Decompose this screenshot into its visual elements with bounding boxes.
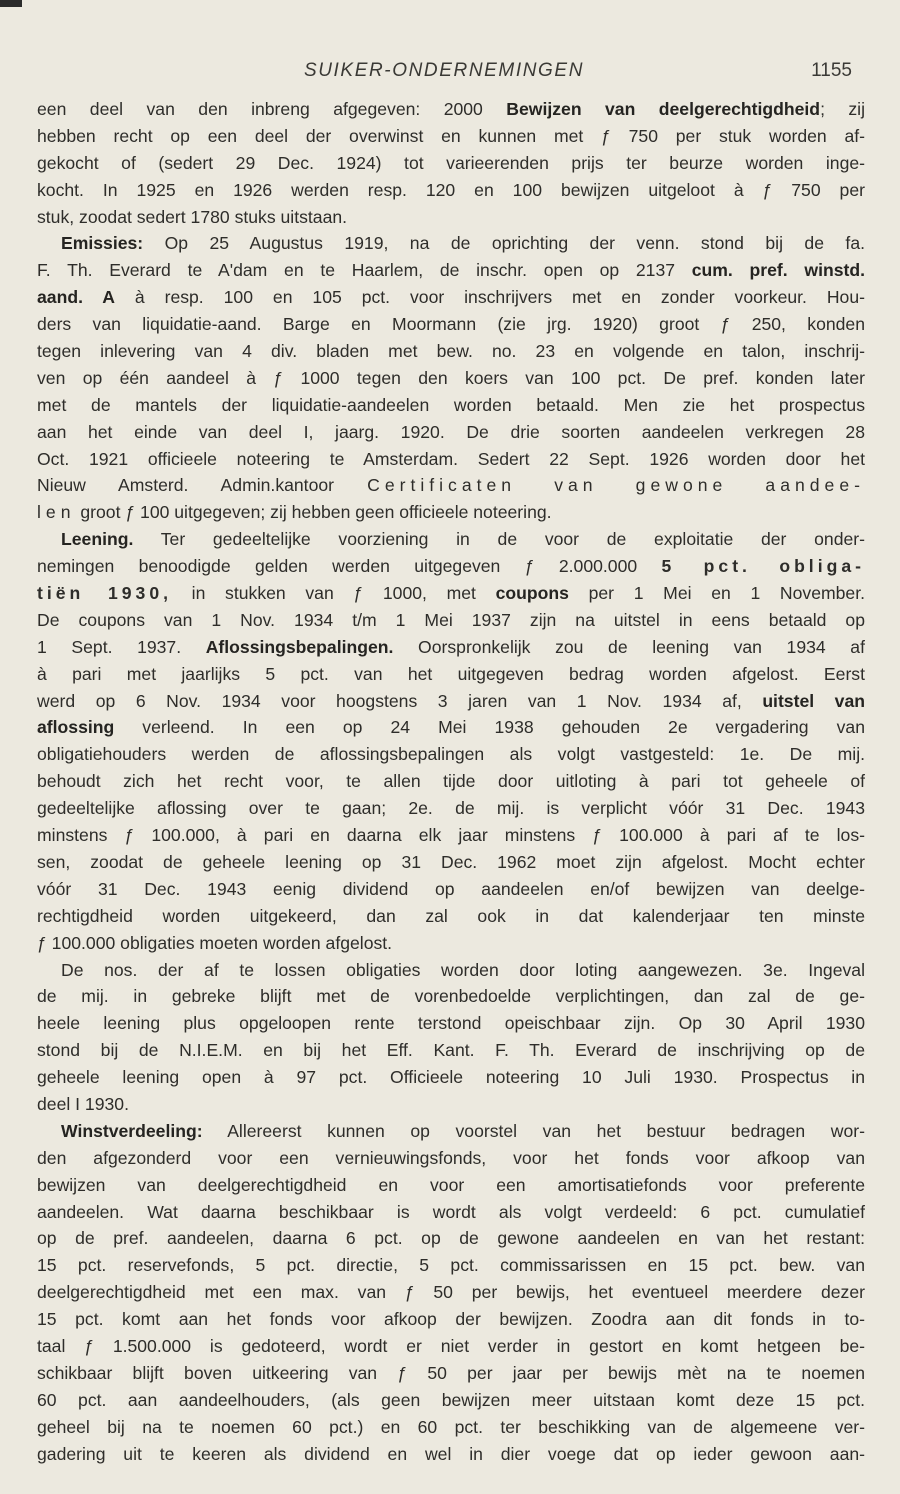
text-line [37,634,865,661]
emphasized-text: Bewijzen van deelgerechtigdheid [506,99,821,119]
text-line [37,123,865,150]
text-segment: deelgerechtigdheid met een max. van ƒ 50 per bewijs, het eventueel meerdere dezer [37,1282,865,1303]
text-line [37,1091,865,1118]
text-segment: 60 pct. aan aandeelhouders, (als geen bewijzen meer uitstaan komt deze 15 pct. [37,1389,865,1410]
text-segment: ; zij [820,99,865,119]
body-text [37,96,865,1467]
text-segment: met de mantels der liquidatie-aandeelen worden betaald. Men zie het prospectus [37,394,865,415]
text-segment: stond bij de N.I.E.M. en bij het Eff. Kant. F. Th. Everard de inschrijving op de [37,1040,865,1061]
emphasized-text: tiën 1930, [37,583,172,604]
text-segment: gedeeltelijke aflossing over te gaan; 2e. de mij. is verplicht vóór 31 Dec. 1943 [37,798,865,819]
emphasized-text: Certificaten van gewone aandee- [367,475,865,496]
text-line [37,257,865,284]
text-segment: groot ƒ 100 uitgegeven; zij hebben geen officieele noteering. [75,502,552,523]
text-line [37,365,865,392]
text-line [37,230,865,257]
text-segment: schikbaar blijft boven uitkeering van ƒ 50 per jaar per bewijs mèt na te noemen [37,1362,865,1383]
text-segment: obligatiehouders werden de aflossingsbepalingen als volgt vastgesteld: 1e. De mij. [37,744,865,765]
text-line [37,1145,865,1172]
text-line [37,1118,865,1145]
text-segment: geheele leening open à 97 pct. Officieele noteering 10 Juli 1930. Prospectus in [37,1067,865,1088]
text-segment: een deel van den inbreng afgegeven: 2000 [37,99,507,119]
text-segment: Op 25 Augustus 1919, na de oprichting der venn. stond bij de fa. [143,233,865,254]
text-line [37,553,865,580]
text-segment: à pari met jaarlijks 5 pct. van het uitgegeven bedrag worden afgelost. Eerst [37,663,865,684]
text-segment: De coupons van 1 Nov. 1934 t/m 1 Mei 1937 zijn na uitstel in eens betaald op [37,609,865,630]
text-segment: op de pref. aandeelen, daarna 6 pct. op de gewone aandeelen en van het restant: [37,1228,865,1249]
text-line [37,1199,865,1226]
text-line [37,1441,865,1468]
emphasized-text: 5 pct. obliga- [661,556,865,577]
emphasized-text: len [37,502,76,523]
text-line [37,1010,865,1037]
text-line [37,1064,865,1091]
text-segment: heele leening plus opgeloopen rente terstond opeischbaar zijn. Op 30 April 1930 [37,1013,865,1034]
emphasized-text: Winstverdeeling: [61,1120,203,1141]
emphasized-text: cum. pref. winstd. [691,260,865,281]
text-segment: tegen inlevering van 4 div. bladen met bew. no. 23 en volgende en talon, inschrij- [37,341,865,362]
text-segment: ƒ 100.000 obligaties moeten worden afgelost. [37,932,393,953]
text-line [37,96,865,123]
text-segment: Oct. 1921 officieele noteering te Amsterdam. Sedert 22 Sept. 1926 worden door het [37,448,865,469]
text-segment: Oorspronkelijk zou de leening van 1934 af [393,636,865,657]
text-segment: nemingen benoodigde gelden werden uitgegeven ƒ 2.000.000 [37,556,662,577]
text-line [37,338,865,365]
text-segment: deel I 1930. [37,1093,129,1114]
text-line [37,1279,865,1306]
text-segment: rechtigdheid worden uitgekeerd, dan zal ook in dat kalenderjaar ten minste [37,905,865,926]
text-line [37,741,865,768]
text-segment: De nos. der af te lossen obligaties worden door loting aangewezen. 3e. Ingeval [61,959,865,980]
text-line [37,150,865,177]
emphasized-text: aflossing [37,717,115,738]
text-segment: 15 pct. komt aan het fonds voor afkoop der bewijzen. Zoodra aan dit fonds in to- [37,1309,865,1330]
text-line [37,580,865,607]
text-segment: behoudt zich het recht voor, te allen tijde door uitloting à pari tot geheele of [37,771,865,792]
text-line [37,688,865,715]
text-line [37,1252,865,1279]
text-line [37,1360,865,1387]
text-segment: gekocht of (sedert 29 Dec. 1924) tot varieerenden prijs ter beurze worden inge- [37,152,865,173]
text-segment: per 1 Mei en 1 November. [568,583,865,604]
text-line [37,661,865,688]
text-line [37,446,865,473]
text-line [37,957,865,984]
text-segment: Nieuw Amsterd. Admin.kantoor [37,475,368,496]
text-segment: taal ƒ 1.500.000 is gedoteerd, wordt er niet verder in gestort en komt hetgeen be- [37,1335,865,1356]
text-line [37,1225,865,1252]
text-line [37,607,865,634]
text-line [37,876,865,903]
text-segment: den afgezonderd voor een vernieuwingsfonds, voor het fonds voor afkoop van [37,1147,865,1168]
text-line [37,903,865,930]
running-title: SUIKER-ONDERNEMINGEN [303,60,585,81]
text-line [37,1306,865,1333]
text-line [37,177,865,204]
text-line [37,499,865,526]
text-segment: 15 pct. reservefonds, 5 pct. directie, 5 pct. commissarissen en 15 pct. bew. van [37,1255,865,1276]
text-segment: ven op één aandeel à ƒ 1000 tegen den koers van 100 pct. De pref. konden later [37,367,865,388]
text-line [37,284,865,311]
text-line [37,526,865,553]
text-line [37,849,865,876]
text-segment: kocht. In 1925 en 1926 werden resp. 120 en 100 bewijzen uitgeloot à ƒ 750 per [37,179,865,200]
text-segment: gadering uit te keeren als dividend en wel in dier voege dat op ieder gewoon aan- [37,1443,865,1464]
text-line [37,768,865,795]
text-line [37,1414,865,1441]
text-segment: minstens ƒ 100.000, à pari en daarna elk jaar minstens ƒ 100.000 à pari af te los- [37,825,865,846]
text-line [37,1172,865,1199]
text-segment: Allereerst kunnen op voorstel van het bestuur bedragen wor- [202,1120,865,1141]
emphasized-text: Emissies: [61,233,144,254]
text-segment: aan het einde van deel I, jaarg. 1920. De drie soorten aandeelen verkregen 28 [37,421,865,442]
text-segment: geheel bij na te noemen 60 pct.) en 60 pct. ter beschikking van de algemeene ver- [37,1416,865,1437]
emphasized-text: uitstel van [762,690,865,711]
text-segment: werd op 6 Nov. 1934 voor hoogstens 3 jaren van 1 Nov. 1934 af, [37,690,763,711]
text-line [37,822,865,849]
text-line [37,419,865,446]
emphasized-text: Leening. [61,529,134,550]
text-line [37,392,865,419]
text-segment: verleend. In een op 24 Mei 1938 gehouden 2e vergadering van [114,717,865,738]
text-segment: stuk, zoodat sedert 1780 stuks uitstaan. [37,206,348,227]
text-line [37,204,865,231]
text-segment: aandeelen. Wat daarna beschikbaar is wordt als volgt verdeeld: 6 pct. cumulatief [37,1201,865,1222]
emphasized-text: coupons [495,583,569,604]
text-line [37,983,865,1010]
text-segment: ders van liquidatie-aand. Barge en Moormann (zie jrg. 1920) groot ƒ 250, konden [37,314,865,335]
emphasized-text: aand. A [37,287,115,308]
text-line [37,311,865,338]
text-segment: F. Th. Everard te A'dam en te Haarlem, de inschr. open op 2137 [37,260,692,281]
text-segment: de mij. in gebreke blijft met de vorenbedoelde verplichtingen, dan zal de ge- [37,986,865,1007]
text-line [37,795,865,822]
text-segment: 1 Sept. 1937. [37,636,206,657]
text-segment: bewijzen van deelgerechtigdheid en voor een amortisatiefonds voor preferente [37,1174,865,1195]
text-segment: hebben recht op een deel der overwinst en kunnen met ƒ 750 per stuk worden af- [37,125,865,146]
text-segment: Ter gedeeltelijke voorziening in de voor de exploitatie der onder- [133,529,865,550]
text-line [37,1333,865,1360]
page-header [36,60,852,88]
text-segment: à resp. 100 en 105 pct. voor inschrijvers met en zonder voorkeur. Hou- [114,287,865,308]
text-line [37,930,865,957]
page-number: 1155 [811,60,852,81]
text-segment: sen, zoodat de geheele leening op 31 Dec. 1962 moet zijn afgelost. Mocht echter [37,851,865,872]
text-line [37,472,865,499]
text-line [37,1037,865,1064]
text-line [37,714,865,741]
text-segment: in stukken van ƒ 1000, met [172,583,496,604]
text-segment: vóór 31 Dec. 1943 eenig dividend op aandeelen en/of bewijzen van deelge- [37,878,865,899]
text-line [37,1387,865,1414]
scan-edge-mark [0,0,22,7]
emphasized-text: Aflossingsbepalingen. [205,636,394,657]
